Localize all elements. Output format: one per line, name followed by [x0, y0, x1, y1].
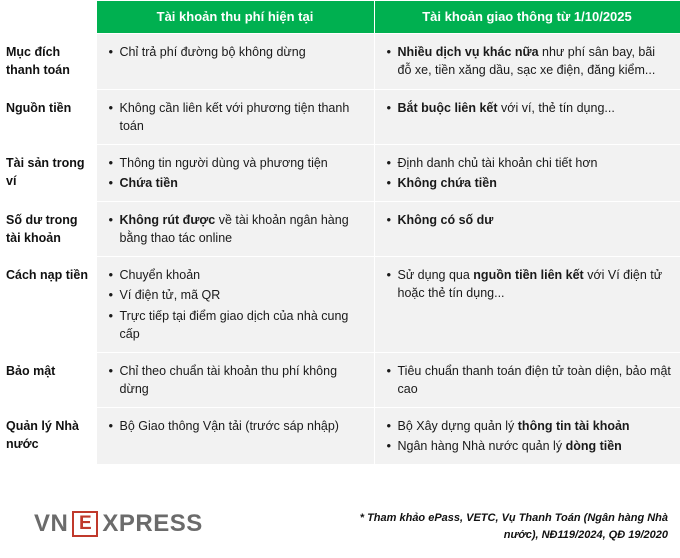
bullet-text: Chỉ trả phí đường bộ không dừng [119, 45, 306, 60]
footer [0, 500, 680, 558]
bullet-item [385, 211, 672, 229]
bullet-list [385, 362, 672, 398]
cell-new-account [374, 34, 680, 89]
row-label: Tài sản trong ví [0, 144, 96, 201]
cell-current-account [96, 257, 374, 353]
header-blank-cell [0, 1, 96, 34]
bullet-list [107, 417, 366, 435]
bullet-text-emphasis: Chứa tiền [119, 175, 178, 190]
header-new-account: Tài khoản giao thông từ 1/10/2025 [374, 1, 680, 34]
bullet-item [385, 417, 672, 435]
cell-current-account [96, 144, 374, 201]
row-label: Số dư trong tài khoản [0, 202, 96, 257]
bullet-list [107, 43, 366, 61]
bullet-item [107, 174, 366, 192]
bullet-text-emphasis: Không rút được [119, 213, 219, 227]
table-row [0, 408, 680, 465]
bullet-text-emphasis: Bắt buộc liên kết [397, 100, 501, 115]
table-row [0, 352, 680, 407]
logo-vn-text: VN [34, 510, 69, 537]
source-note: * Tham khảo ePass, VETC, Vụ Thanh Toán (Ngân hàng Nhà nước), NĐ119/2024, QĐ 19/2020 [359, 512, 668, 541]
bullet-list [107, 211, 366, 247]
bullet-list [385, 43, 672, 79]
cell-current-account [96, 34, 374, 89]
table-header-row [0, 1, 680, 34]
bullet-text: Trực tiếp tại điểm giao dịch của nhà cung cấp [119, 308, 349, 341]
bullet-text: Ví điện tử, mã QR [119, 288, 221, 303]
row-label: Quản lý Nhà nước [0, 408, 96, 465]
row-label: Mục đích thanh toán [0, 34, 96, 89]
bullet-item [107, 307, 366, 343]
bullet-text-emphasis: Nhiều dịch vụ khác nữa [397, 45, 543, 60]
bullet-item [385, 174, 672, 192]
bullet-list [385, 154, 672, 192]
bullet-item [107, 154, 366, 172]
cell-new-account [374, 89, 680, 144]
bullet-list [385, 417, 672, 455]
bullet-text: về tài khoản ngân hàng bằng thao tác online [119, 213, 349, 246]
bullet-text-emphasis: dòng tiền [565, 439, 622, 454]
bullet-item [385, 437, 672, 455]
bullet-item [385, 99, 672, 117]
cell-current-account [96, 202, 374, 257]
bullet-item [385, 43, 672, 79]
bullet-item [107, 286, 366, 304]
logo-xpress-text: XPRESS [102, 510, 203, 537]
table-row [0, 144, 680, 201]
bullet-text-emphasis: Không chứa tiền [397, 175, 497, 190]
bullet-text: với Ví điện tử hoặc thẻ tín dụng... [397, 268, 663, 301]
table-row [0, 89, 680, 144]
bullet-text: Sử dụng qua [397, 268, 474, 283]
bullet-text: Thông tin người dùng và phương tiện [119, 155, 328, 170]
cell-new-account [374, 352, 680, 407]
bullet-list [107, 266, 366, 343]
bullet-text: Chỉ theo chuẩn tài khoản thu phí không dừng [119, 363, 338, 396]
bullet-item [385, 362, 672, 398]
bullet-item [107, 417, 366, 435]
row-label: Bảo mật [0, 352, 96, 407]
table-header [0, 1, 680, 34]
bullet-text-emphasis: nguồn tiền liên kết [473, 268, 588, 283]
bullet-item [107, 211, 366, 247]
cell-new-account [374, 202, 680, 257]
logo-e-box: E [72, 511, 98, 537]
table-row [0, 34, 680, 89]
bullet-text: Ngân hàng Nhà nước quản lý [397, 439, 566, 454]
bullet-text: Chuyển khoản [119, 268, 201, 283]
cell-current-account [96, 408, 374, 465]
bullet-text-emphasis: Không có số dư [397, 213, 494, 227]
vnexpress-logo [34, 510, 203, 538]
cell-new-account [374, 144, 680, 201]
bullet-list [385, 211, 672, 229]
bullet-text: Bộ Xây dựng quản lý [397, 419, 518, 433]
row-label: Nguồn tiền [0, 89, 96, 144]
table-row [0, 202, 680, 257]
bullet-text: Định danh chủ tài khoản chi tiết hơn [397, 155, 598, 170]
cell-current-account [96, 89, 374, 144]
bullet-list [385, 266, 672, 302]
bullet-list [107, 362, 366, 398]
bullet-item [107, 43, 366, 61]
bullet-text-emphasis: thông tin tài khoản [517, 419, 630, 433]
row-label: Cách nạp tiền [0, 257, 96, 353]
bullet-list [107, 154, 366, 192]
header-current-account: Tài khoản thu phí hiện tại [96, 1, 374, 34]
cell-new-account [374, 257, 680, 353]
bullet-list [385, 99, 672, 117]
bullet-text: Tiêu chuẩn thanh toán điện tử toàn diện, bảo mật cao [397, 363, 671, 396]
bullet-item [107, 362, 366, 398]
bullet-text: như phí sân bay, bãi đỗ xe, tiền xăng dầu, sạc xe điện, đăng kiểm... [397, 45, 656, 78]
cell-new-account [374, 408, 680, 465]
bullet-text: Bộ Giao thông Vận tải (trước sáp nhập) [119, 419, 339, 433]
bullet-item [385, 154, 672, 172]
bullet-text: Không cần liên kết với phương tiện thanh toán [119, 100, 350, 133]
bullet-text: với ví, thẻ tín dụng... [501, 100, 615, 115]
bullet-item [107, 266, 366, 284]
cell-current-account [96, 352, 374, 407]
bullet-item [107, 99, 366, 135]
table-body [0, 34, 680, 465]
bullet-item [385, 266, 672, 302]
bullet-list [107, 99, 366, 135]
table-row [0, 257, 680, 353]
